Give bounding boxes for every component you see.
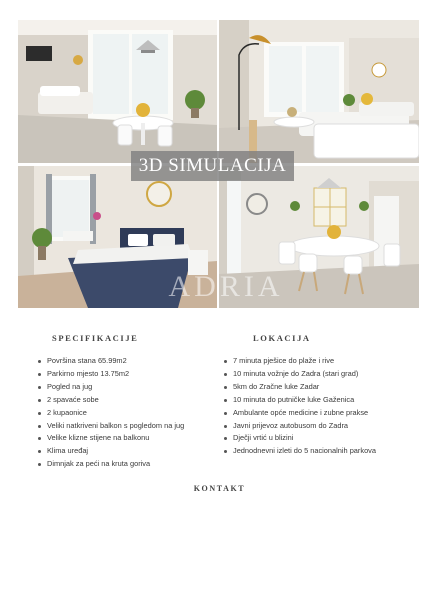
spec-item: Pogled na jug <box>38 381 228 394</box>
spec-item: Klima uređaj <box>38 445 228 458</box>
spec-item: Veliki natkriveni balkon s pogledom na jug <box>38 420 228 433</box>
living-room-tv-photo <box>18 20 217 163</box>
location-item: 7 minuta pješice do plaže i rive <box>224 355 429 368</box>
spec-item: Površina stana 65.99m2 <box>38 355 228 368</box>
location-item: 10 minuta do putničke luke Gaženica <box>224 394 429 407</box>
specifications-heading: SPECIFIKACIJE <box>52 333 139 343</box>
location-item: Ambulante opće medicine i zubne prakse <box>224 407 429 420</box>
spec-item: Parkirno mjesto 13.75m2 <box>38 368 228 381</box>
location-item: 5km do Zračne luke Zadar <box>224 381 429 394</box>
location-item: Jednodnevni izleti do 5 nacionalnih parkova <box>224 445 429 458</box>
location-heading: LOKACIJA <box>253 333 311 343</box>
location-item: 10 minuta vožnje do Zadra (stari grad) <box>224 368 429 381</box>
location-item: Javni prijevoz autobusom do Zadra <box>224 420 429 433</box>
spec-item: 2 kupaonice <box>38 407 228 420</box>
3d-simulation-banner: 3D SIMULACIJA <box>131 151 294 181</box>
living-room-sofa-photo <box>219 20 419 163</box>
watermark: ADRIA <box>168 270 284 303</box>
location-list <box>224 355 429 458</box>
spec-item: Velike klizne stijene na balkonu <box>38 432 228 445</box>
spec-item: 2 spavaće sobe <box>38 394 228 407</box>
location-item: Dječji vrtić u blizini <box>224 432 429 445</box>
spec-item: Dimnjak za peći na kruta goriva <box>38 458 228 471</box>
specifications-list <box>38 355 228 471</box>
contact-heading: KONTAKT <box>193 484 246 493</box>
